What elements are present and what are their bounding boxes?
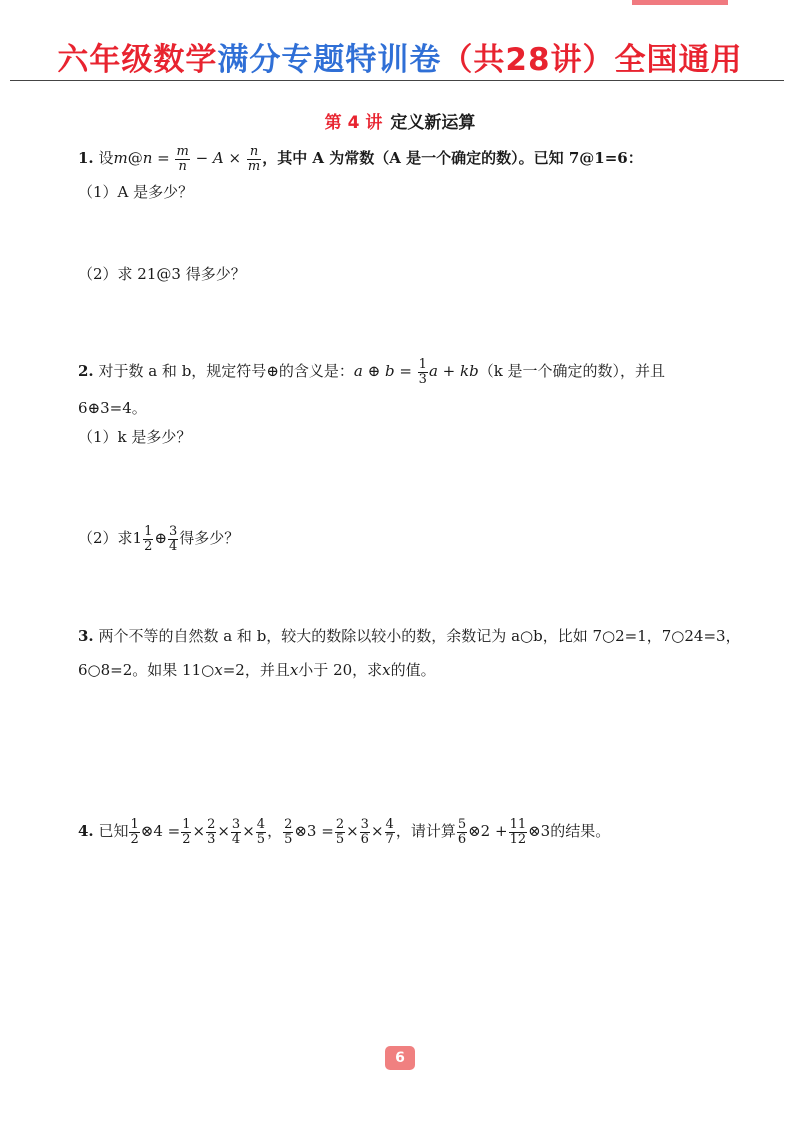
numerator: 5 (457, 817, 467, 832)
var-A: A (212, 149, 224, 168)
var-n: n (142, 149, 153, 168)
q3-text-b: =2，并且 (222, 661, 290, 679)
mixed-number (132, 524, 155, 554)
numerator: n (247, 145, 261, 160)
fraction (385, 818, 395, 846)
op-at: @ (127, 149, 143, 168)
denominator: 5 (256, 831, 266, 847)
denominator: 4 (168, 538, 178, 554)
page-banner-title (0, 34, 800, 79)
denominator: 12 (509, 831, 527, 847)
banner-part-3: （共28讲）全国通用 (441, 42, 743, 78)
op-otimes: ⊗3 = (294, 822, 334, 841)
fraction (283, 818, 293, 846)
equals: = (394, 362, 417, 381)
numerator: 2 (335, 817, 345, 832)
q4-end-text: 的结果。 (550, 822, 611, 841)
numerator: 4 (256, 817, 266, 832)
denominator: 6 (360, 831, 369, 847)
denominator: 2 (144, 538, 153, 554)
q4-calc-text: ，请计算 (395, 822, 456, 841)
op-otimes: ⊗4 = (140, 822, 181, 841)
denominator: 7 (385, 831, 394, 847)
q3-line-1: 两个不等的自然数 a 和 b，较大的数除以较小的数，余数记为 a○b，比如 7○2=1，7○24=3， (98, 627, 741, 645)
whole-part: 1 (132, 529, 143, 548)
q2-sub2-prefix: （2）求 (78, 529, 133, 548)
fraction (256, 818, 266, 846)
denominator: m (247, 158, 261, 174)
denominator: n (178, 158, 187, 174)
var-b: b (384, 362, 395, 381)
var-a: a (353, 362, 363, 381)
fraction (181, 818, 191, 846)
page-number-badge: 6 (385, 1046, 415, 1070)
numerator: 1 (182, 817, 191, 832)
q3-text-d: 的值。 (390, 661, 436, 679)
denominator: 5 (284, 831, 293, 847)
minus: − (190, 149, 213, 168)
denominator: 2 (182, 831, 191, 847)
q1-sub-1: （1）A 是多少？ (78, 183, 194, 201)
var-x: x (214, 661, 223, 679)
banner-divider (10, 80, 784, 81)
numerator: 3 (168, 524, 178, 539)
question-3 (78, 626, 741, 646)
fraction-one-third (418, 358, 428, 386)
question-number: 3. (78, 627, 94, 645)
numerator: 3 (231, 817, 241, 832)
question-2 (78, 358, 665, 386)
fraction (360, 818, 370, 846)
question-number: 2. (78, 362, 94, 381)
var-x: x (382, 661, 391, 679)
times: × (223, 149, 246, 168)
lecture-number: 第 4 讲 (324, 113, 383, 133)
op-oplus: ⊕ (362, 362, 385, 381)
question-1 (78, 145, 643, 173)
fraction-three-quarters (168, 525, 178, 553)
times: × (192, 822, 206, 841)
numerator: 2 (284, 817, 293, 832)
equals: = (152, 149, 175, 168)
denominator: 3 (418, 371, 427, 387)
q3-text-a: 6○8=2。如果 11○ (78, 661, 215, 679)
q1-sub-2: （2）求 21@3 得多少？ (78, 265, 246, 283)
q2-sub-2 (78, 525, 239, 553)
numerator: 11 (509, 817, 527, 832)
times: × (346, 822, 359, 841)
fraction-n-over-m (247, 145, 261, 173)
top-accent-bar (632, 0, 728, 5)
fraction (231, 818, 241, 846)
banner-part-2: 满分专题特训卷 (217, 42, 442, 78)
numerator: 1 (144, 524, 153, 539)
var-a: a (428, 362, 438, 381)
q4-intro: 已知 (98, 822, 129, 841)
fraction (335, 818, 345, 846)
fraction (206, 818, 216, 846)
denominator: 3 (207, 831, 216, 847)
numerator: 3 (360, 817, 369, 832)
lecture-heading (0, 108, 800, 133)
lecture-title: 定义新运算 (390, 113, 476, 133)
numerator: 4 (385, 817, 394, 832)
times: × (217, 822, 230, 841)
fraction (509, 818, 528, 846)
times: × (242, 822, 255, 841)
fraction (457, 818, 467, 846)
q2-sub2-suffix: 得多少？ (179, 529, 240, 548)
fraction-one-half (143, 525, 153, 553)
numerator: m (176, 144, 189, 159)
op-oplus: ⊕ (154, 529, 167, 548)
question-number: 1. (78, 149, 94, 168)
q2-sub-1: （1）k 是多少？ (78, 428, 192, 446)
q1-condition: ，其中 A 为常数（A 是一个确定的数）。已知 7@1=6： (262, 149, 643, 168)
numerator: 1 (130, 817, 139, 832)
var-m: m (113, 149, 128, 168)
q3-line-2 (78, 660, 436, 680)
fraction-m-over-n (175, 145, 189, 173)
fraction (129, 818, 139, 846)
times: × (370, 822, 384, 841)
banner-part-1: 六年级数学 (57, 42, 218, 78)
numerator: 2 (207, 817, 216, 832)
denominator: 6 (457, 831, 467, 847)
q2-intro: 对于数 a 和 b，规定符号⊕的含义是： (98, 362, 354, 381)
var-kb: kb (460, 362, 479, 381)
q3-text-c: 小于 20，求 (298, 661, 383, 679)
denominator: 4 (231, 831, 241, 847)
numerator: 1 (418, 357, 427, 372)
plus: + (437, 362, 460, 381)
op-otimes: ⊗3 (528, 822, 551, 841)
question-4 (78, 818, 610, 846)
q2-line-2: 6⊕3=4。 (78, 399, 147, 417)
denominator: 5 (335, 831, 345, 847)
var-x: x (289, 661, 299, 679)
op-otimes: ⊗2 + (468, 822, 508, 841)
q2-condition: （k 是一个确定的数），并且 (478, 362, 666, 381)
denominator: 2 (130, 831, 139, 847)
question-number: 4. (78, 822, 94, 841)
comma: ， (267, 822, 283, 841)
q1-intro: 设 (98, 149, 114, 168)
